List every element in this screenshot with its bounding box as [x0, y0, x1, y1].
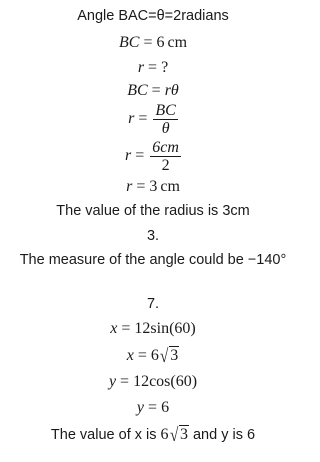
- equation-r-unknown: [0, 59, 306, 77]
- function-argument: (60): [170, 373, 198, 390]
- r-symbol: r: [137, 59, 145, 76]
- bc-number: 6: [156, 34, 165, 51]
- equals-sign: =: [151, 82, 161, 99]
- problem-number-7: 7.: [146, 296, 160, 312]
- y-symbol: y: [108, 373, 117, 390]
- equals-sign: =: [121, 320, 131, 337]
- equals-sign: =: [143, 34, 153, 51]
- bc-symbol: BC: [118, 34, 140, 51]
- function-argument: (60): [169, 320, 196, 337]
- bc-unit: cm: [167, 34, 188, 51]
- radicand: 3: [170, 347, 179, 364]
- square-root: [159, 346, 179, 368]
- radical-sign-icon: √: [169, 425, 178, 446]
- equation-y-cos: [0, 373, 306, 391]
- equals-sign: =: [137, 347, 147, 364]
- denominator: 2: [161, 157, 170, 174]
- equation-r-fraction: [0, 102, 306, 137]
- coefficient: 6: [150, 347, 159, 364]
- equals-sign: =: [138, 110, 148, 128]
- conclusion-suffix: and y is 6: [188, 427, 256, 443]
- angle-statement: Angle BAC=θ=2radians: [77, 8, 229, 24]
- angle-conclusion: The measure of the angle could be −140°: [19, 252, 287, 268]
- fraction-6cm-over-2: [150, 139, 181, 174]
- equals-sign: =: [136, 178, 146, 195]
- equation-x-result: [0, 346, 306, 368]
- y-symbol: y: [136, 399, 145, 416]
- fraction-bc-over-theta: [153, 102, 177, 137]
- unknown-mark: ?: [161, 59, 169, 76]
- equation-arc-formula: [0, 82, 306, 100]
- r-symbol: r: [126, 178, 133, 195]
- y-value: 6: [161, 399, 170, 416]
- conclusion-prefix: The value of x is: [50, 427, 161, 443]
- radius-conclusion: The value of the radius is 3cm: [56, 203, 250, 219]
- theta-symbol: θ: [170, 82, 179, 99]
- equation-x-sin: [0, 320, 306, 338]
- numerator: 6cm: [152, 139, 179, 156]
- equation-bc-value: [0, 34, 306, 52]
- coefficient: 12: [134, 320, 151, 337]
- equation-r-substituted: [0, 139, 306, 174]
- sin-function: sin: [150, 320, 170, 337]
- r-number: 3: [149, 178, 158, 195]
- bc-symbol: BC: [127, 82, 148, 99]
- equation-y-result: [0, 399, 306, 417]
- r-symbol: r: [125, 147, 132, 165]
- equals-sign: =: [135, 147, 145, 165]
- problem-number-3: 3.: [146, 228, 160, 244]
- numerator: BC: [155, 102, 176, 119]
- equation-r-result: [0, 178, 306, 196]
- r-unit: cm: [160, 178, 180, 195]
- x-symbol: x: [126, 347, 134, 364]
- radicand: 3: [179, 426, 188, 443]
- denominator: θ: [161, 120, 170, 137]
- r-symbol: r: [128, 110, 135, 128]
- equals-sign: =: [120, 373, 130, 390]
- coefficient: 6: [160, 426, 169, 443]
- cos-function: cos: [149, 373, 171, 390]
- x-symbol: x: [110, 320, 118, 337]
- xy-conclusion: [0, 425, 306, 447]
- square-root: [169, 425, 189, 447]
- equals-sign: =: [148, 59, 158, 76]
- r-symbol: r: [164, 82, 171, 99]
- equals-sign: =: [148, 399, 158, 416]
- radical-sign-icon: √: [159, 346, 169, 367]
- coefficient: 12: [133, 373, 150, 390]
